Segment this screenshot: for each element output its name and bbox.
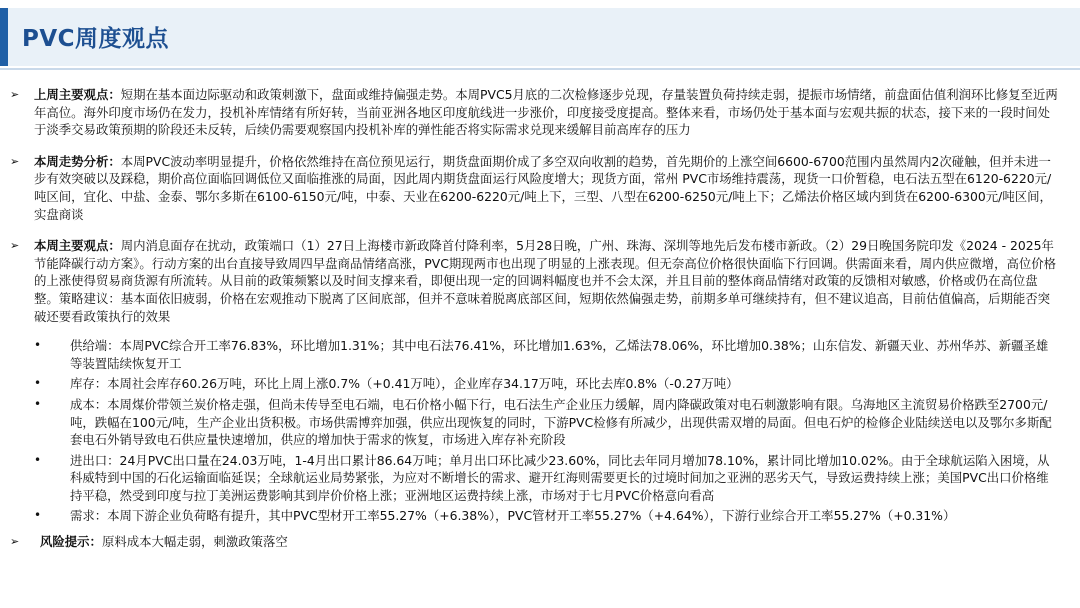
section-this-week-view — [0, 237, 1080, 325]
section-text: 本周PVC波动率明显提升，价格依然维持在高位预见运行，期货盘面期价成了多空双向收割的趋势，首先期价的上涨空间6600-6700范围内虽然周内2次碰触，但并未进一步有效突破以及踩稳，期价高位面临回调低位又面临推涨的局面，因此周内期货盘面运行风险度增大；现货方面，常州 PVC市场维持震荡，现货一口价暂稳，电石法五型在6120-6220元/吨区间，宜化、中盐、金泰、鄂尔多斯在6100-6150元/吨，中泰、天业在6200-6220元/吨上下，三型、八型在6200-6250元/吨上下；乙烯法价格区域内到货在6200-6300元/吨区间，实盘商谈 — [34, 153, 1052, 222]
dot-bullet-icon: • — [34, 338, 42, 353]
page-title: PVC周度观点 — [22, 26, 170, 52]
header-divider — [0, 68, 1080, 70]
list-item-text: 成本：本周煤价带领兰炭价格走强，但尚未传导至电石端，电石价格小幅下行，电石法生产企业压力缓解，周内降碳政策对电石刺激影响有限。乌海地区主流贸易价格跌至2700元/吨，跌幅在100元/吨，生产企业出货积极。市场供需博弈加强，供应出现恢复的同时，下游PVC检修有所减少，出现供需双增的局面。但电石炉的检修企业陆续送电以及鄂尔多斯配套电石外销导致电石供应量快速增加，供应的增加快于需求的恢复，市场进入库存补充阶段 — [70, 396, 1052, 448]
list-item-text: 库存：本周社会库存60.26万吨，环比上周上涨0.7%（+0.41万吨），企业库存34.17万吨，环比去库0.8%（-0.27万吨） — [70, 376, 739, 392]
list-item-cost — [34, 396, 1058, 449]
risk-lead: 风险提示： — [40, 534, 102, 550]
arrow-bullet-icon: ➢ — [10, 154, 20, 168]
list-item-supply — [34, 337, 1058, 372]
slide-header — [0, 0, 1080, 76]
list-item-text: 进出口：24月PVC出口量在24.03万吨，1-4月出口累计86.64万吨；单月出口环比减少23.60%，同比去年同月增加78.10%，累计同比增加10.02%。由于全球航运陷入困境，从科威特到中国的石化运输面临延误；全球航运业局势紧张，为应对不断增长的需求、避开红海则需要更长的过境时间加之亚洲的恶劣天气，导致运费持续上涨；美国PVC出口价格维持平稳，然受到印度与拉丁美洲运费影响其到岸价价格上涨；亚洲地区运费持续上涨，市场对于七月PVC价格意向看高 — [70, 452, 1050, 503]
factor-list — [0, 337, 1080, 525]
list-item-trade — [34, 452, 1058, 505]
section-lead: 本周走势分析： — [34, 153, 121, 169]
dot-bullet-icon: • — [34, 452, 42, 467]
dot-bullet-icon: • — [34, 508, 42, 523]
section-trend-analysis — [0, 153, 1080, 223]
dot-bullet-icon: • — [34, 376, 42, 391]
header-accent-bar — [0, 8, 8, 66]
section-text: 短期在基本面边际驱动和政策刺激下，盘面或维持偏强走势。本周PVC5月底的二次检修逐步兑现，存量装置负荷持续走弱，提振市场情绪，前盘面估值利润环比修复至近两年高位。海外印度市场仍在发力，投机补库情绪有所好转，当前亚洲各地区印度航线进一步涨价，印度接受度提高。整体来看，市场仍处于基本面与宏观共振的状态，接下来的一段时间处于淡季交易政策预期的阶段还未反转，后续仍需要观察国内投机补库的弹性能否将实际需求兑现来缓解目前高库存的压力 — [34, 87, 1058, 138]
section-lead: 本周主要观点： — [34, 238, 121, 254]
list-item-text: 供给端：本周PVC综合开工率76.83%，环比增加1.31%；其中电石法76.41%，环比增加1.63%，乙烯法78.06%，环比增加0.38%；山东信发、新疆天业、苏州华苏、新疆圣雄等装置陆续恢复开工 — [70, 338, 1049, 371]
slide-content — [0, 86, 1080, 551]
list-item-inventory — [34, 375, 1058, 393]
list-item-demand — [34, 507, 1058, 525]
arrow-bullet-icon: ➢ — [10, 239, 20, 253]
dot-bullet-icon: • — [34, 396, 42, 411]
risk-text: 原料成本大幅走弱，刺激政策落空 — [101, 534, 288, 550]
list-item-text: 需求：本周下游企业负荷略有提升，其中PVC型材开工率55.27%（+6.38%），PVC管材开工率55.27%（+4.64%），下游行业综合开工率55.27%（+0.31%） — [70, 508, 956, 524]
section-last-week-view — [0, 86, 1080, 139]
arrow-bullet-icon: ➢ — [10, 535, 20, 549]
section-risk-warning — [0, 533, 1080, 551]
section-lead: 上周主要观点： — [34, 87, 121, 102]
section-text: 周内消息面存在扰动，政策端口（1）27日上海楼市新政降首付降利率，5月28日晚，广州、珠海、深圳等地先后发布楼市新政。（2）29日晚国务院印发《2024 - 2025年节能降碳行动方案》。行动方案的出台直接导致周四早盘商品情绪高涨，PVC期现两市也出现了明显的上涨表现。但无奈高位价格很快面临下行回调。供需面来看，周内供应微增，高位价格的上涨使得贸易商货源有所流转。从目前的政策频繁以及时间支撑来看，即便出现一定的回调料幅度也并不会太深，并且目前的整体商品情绪对政策的反馈相对敏感，价格或仍在高位盘整。策略建议：基本面依旧疲弱，价格在宏观推动下脱离了区间底部，但并不意味着脱离底部区间，短期依然偏强走势，前期多单可继续持有，但不建议追高，目前估值偏高，后期能否突破还要看政策执行的效果 — [34, 238, 1057, 324]
arrow-bullet-icon: ➢ — [10, 88, 20, 101]
